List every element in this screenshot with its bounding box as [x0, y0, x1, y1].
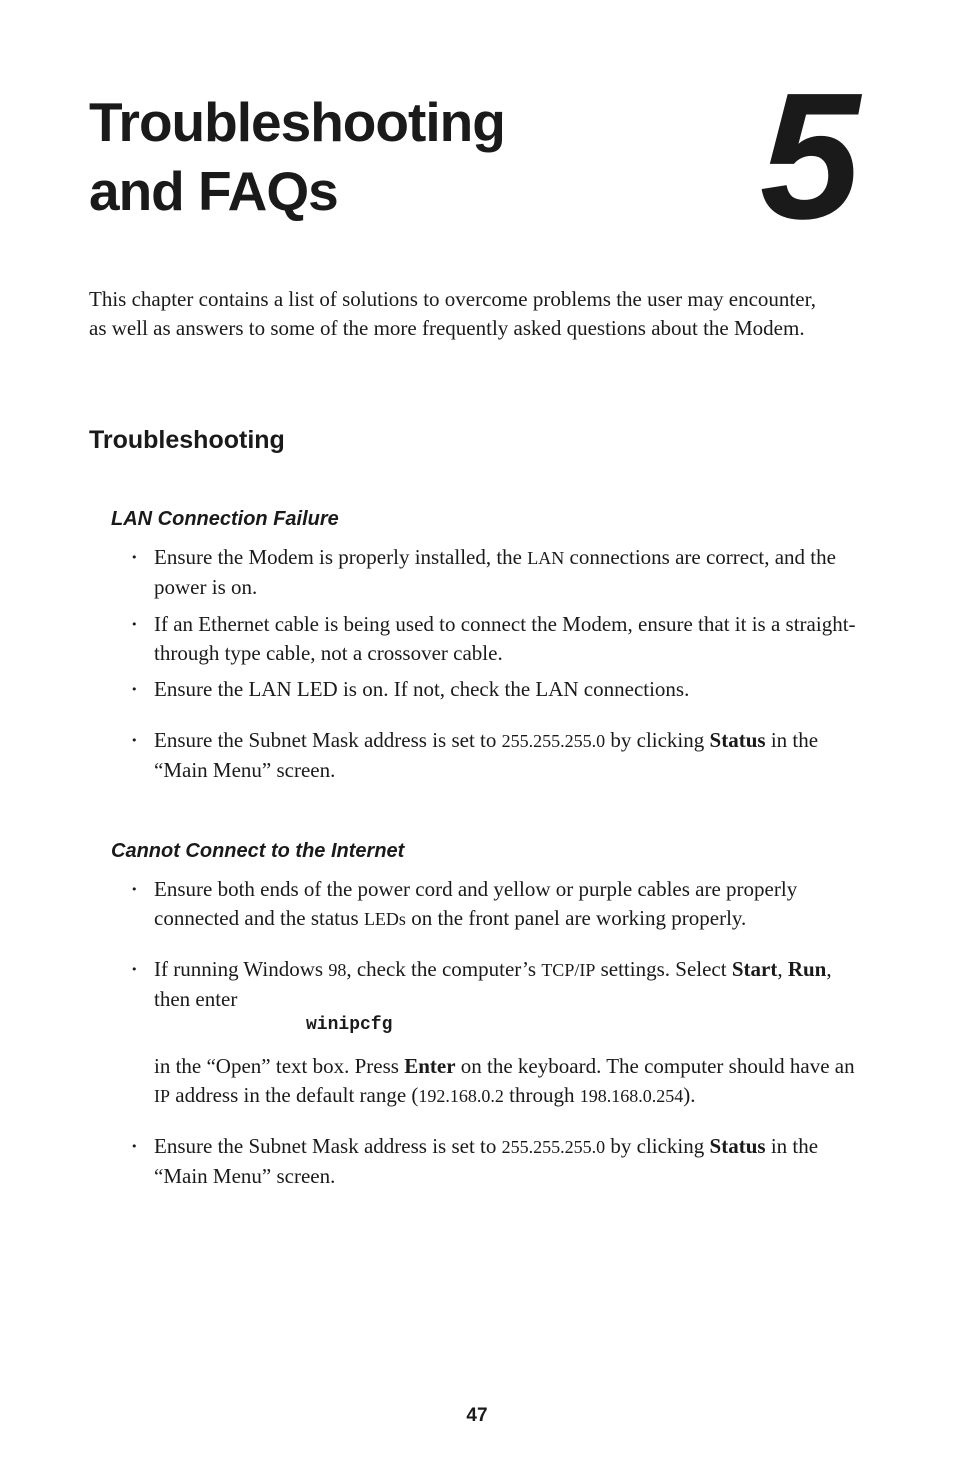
item-text: , check the computer’s — [346, 957, 542, 981]
item-text: Ensure the LAN LED is on. If not, check the LAN connections. — [154, 677, 690, 701]
tcpip-term: TCP/IP — [541, 960, 596, 980]
item-text: ). — [683, 1083, 696, 1107]
bullet-icon: • — [131, 883, 138, 896]
lan-term: LAN — [527, 548, 565, 568]
item-text: Ensure both ends of the power cord and yellow or purple cables are properly connected and the status — [154, 877, 798, 930]
subnet-mask-value: 255.255.255.0 — [501, 1137, 606, 1157]
item-text: address in the default range ( — [170, 1083, 419, 1107]
internet-list — [111, 875, 871, 1191]
lan-failure-heading: LAN Connection Failure — [111, 508, 339, 530]
item-continuation — [154, 1052, 871, 1111]
bullet-icon: • — [131, 551, 138, 564]
chapter-title — [89, 88, 505, 226]
status-term: Status — [709, 1134, 766, 1158]
item-text: by clicking — [605, 1134, 710, 1158]
bullet-icon: • — [131, 618, 138, 631]
subnet-mask-value: 255.255.255.0 — [501, 731, 606, 751]
item-text: in the “Main Menu” screen. — [154, 728, 819, 782]
ip-term: IP — [154, 1086, 171, 1106]
intro-paragraph: This chapter contains a list of solutions to overcome problems the user may encounter, as well as answers to some of the more frequently asked questions about the Modem. — [89, 287, 816, 340]
page-number: 47 — [466, 1405, 488, 1426]
item-text: settings. Select — [595, 957, 732, 981]
section-heading: Troubleshooting — [89, 426, 285, 454]
list-item — [111, 543, 871, 602]
leds-term: LEDs — [363, 909, 406, 929]
enter-key-term: Enter — [404, 1054, 456, 1078]
list-item — [111, 955, 871, 1111]
bullet-icon: • — [131, 734, 138, 747]
item-text: through — [503, 1083, 580, 1107]
range-end-value: 198.168.0.254 — [579, 1086, 684, 1106]
bullet-icon: • — [131, 683, 138, 696]
item-text: in the “Open” text box. Press — [154, 1054, 405, 1078]
bullet-icon: • — [131, 963, 138, 976]
item-text: If running Windows — [154, 957, 329, 981]
item-text: by clicking — [605, 728, 710, 752]
windows-version: 98 — [328, 960, 347, 980]
item-text: , — [777, 957, 788, 981]
list-item — [111, 726, 871, 785]
range-start-value: 192.168.0.2 — [418, 1086, 504, 1106]
item-text: Ensure the Subnet Mask address is set to — [154, 728, 502, 752]
start-term: Start — [731, 957, 778, 981]
bullet-icon: • — [131, 1140, 138, 1153]
chapter-number: 5 — [759, 56, 860, 257]
internet-heading: Cannot Connect to the Internet — [111, 840, 405, 862]
item-text: connections are correct, and the power is on. — [154, 545, 836, 599]
status-term: Status — [709, 728, 766, 752]
item-text: on the front panel are working properly. — [405, 906, 747, 930]
chapter-title-line1: Troubleshooting — [89, 91, 505, 153]
list-item — [111, 1132, 871, 1191]
item-text: on the keyboard. The computer should have an — [455, 1054, 855, 1078]
chapter-title-line2: and FAQs — [89, 160, 338, 222]
list-item — [111, 610, 871, 668]
run-term: Run — [787, 957, 827, 981]
item-text: , then enter — [154, 957, 832, 1011]
item-text: If an Ethernet cable is being used to connect the Modem, ensure that it is a straight-through type cable, not a crossover cable. — [154, 612, 856, 665]
command-text: winipcfg — [306, 1015, 393, 1035]
item-text: in the “Main Menu” screen. — [154, 1134, 819, 1188]
item-text: Ensure the Subnet Mask address is set to — [154, 1134, 502, 1158]
item-text: Ensure the Modem is properly installed, the — [154, 545, 528, 569]
list-item — [111, 675, 871, 704]
lan-failure-list — [111, 543, 871, 785]
list-item — [111, 875, 871, 934]
